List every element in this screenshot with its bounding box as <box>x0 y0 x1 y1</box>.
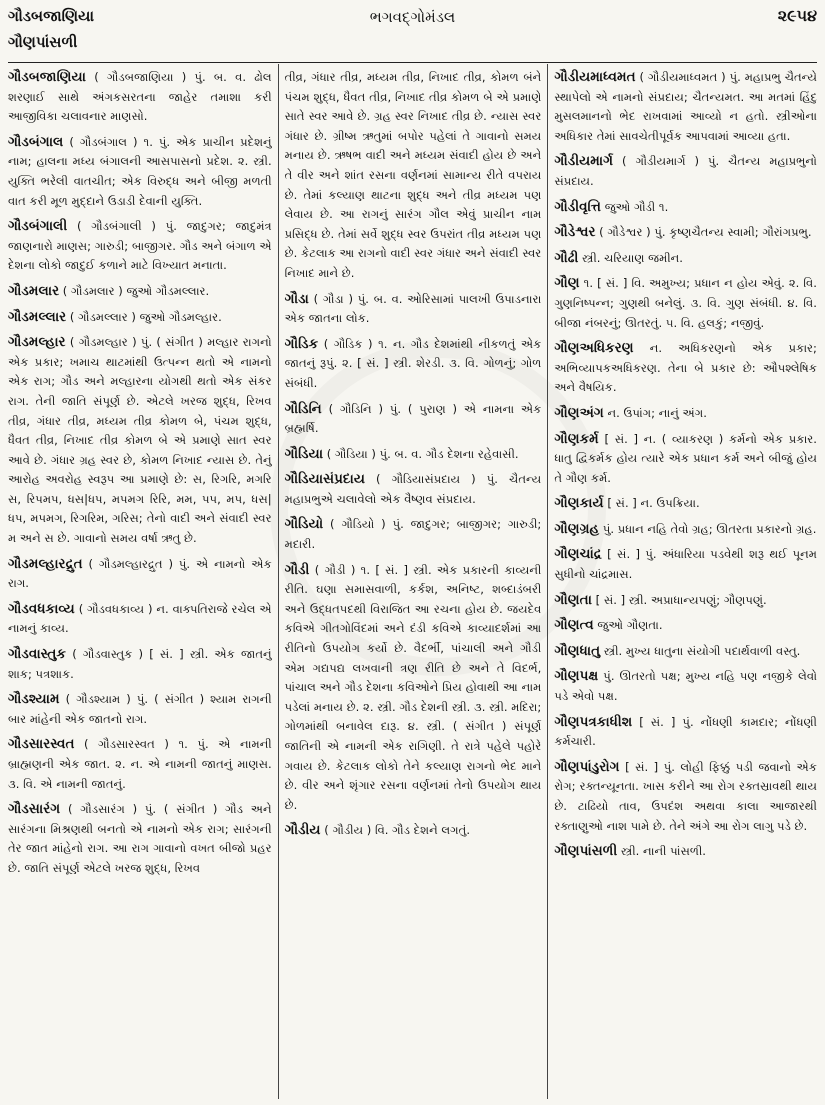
definition-text: ( ગૌડિનિ ) પું. ( પુરાણ ) એ નામના એક બ્રહ્મર્ષિ. <box>284 401 542 436</box>
definition-text: ( ગૌડસારંગ ) પું. ( સંગીત ) ગૌડ અને સારંગના મિશ્રણથી બનતો એ નામનો એક રાગ; સારંગની તેર જાત માંહેનો રાગ. આ રાગ ગાવાનો વખત બીજો પ્રહર છે. જાતિ સંપૂર્ણ એટલે ખરજ શુદ્ધ, રિખવ <box>8 802 272 875</box>
headword: ગૌણપક્ષ <box>554 668 599 685</box>
dictionary-entry <box>554 274 817 333</box>
headword: ગૌણપાંડુરોગ <box>554 758 620 775</box>
definition-text: જુઓ ગૌણતા. <box>593 618 663 633</box>
dictionary-entry <box>285 821 542 841</box>
definition-text: ( ગૌડીયમાર્ગ ) પું. ચૈતન્ય મહાપ્રભુનો સંપ્રદાય. <box>554 154 817 188</box>
column-2 <box>278 64 548 1099</box>
page-title: ભગવદ્ગોમંડલ <box>369 8 456 26</box>
headword: ગૌડિયો <box>284 516 324 533</box>
definition-text: ( ગૌડબંગાલી ) પું. જાદુગર; જાદુમંત્ર જાણનારો માણસ; ગારુડી; બાજીગર. ગૌડ અને બંગાળ એ દેશના લોકો જાદુઈ કળાને માટે વિખ્યાત મનાતા. <box>8 219 272 273</box>
headword: ગૌડા <box>284 290 309 307</box>
headword: ગૌડશ્યામ <box>8 691 60 708</box>
definition-text: ( ગૌડિયો ) પું. જાદુગર; બાજીગર; ગારુડી; મદારી. <box>284 517 542 552</box>
definition-text: ( ગૌડિયાસંપ્રદાય ) પું. ચૈતન્ય મહાપ્રભુએ ચલાવેલો એક વૈષ્ણવ સંપ્રદાય. <box>284 472 542 506</box>
definition-text: સ્ત્રી. ચરિયાણ જમીન. <box>578 250 683 265</box>
dictionary-entry <box>285 68 542 284</box>
headword: ગૌણગ્રહ <box>554 520 600 537</box>
headword: ગૌડી <box>284 561 310 578</box>
guide-word-top: ગૌડબજાણિયા <box>8 7 95 25</box>
headword: ગૌણકર્મ <box>554 430 599 447</box>
dictionary-entry <box>554 249 817 269</box>
headword: ગૌડિયા <box>284 445 324 462</box>
definition-text: [ સં. ] પું. નોંધણી કામદાર; નોંધણી કર્મચારી. <box>554 714 817 749</box>
definition-text: ( ગૌડવધકાવ્ય ) ન. વાક્પતિરાજે રચેલ એ નામનું કાવ્ય. <box>8 601 272 636</box>
definition-text: ( ગૌડબંગાલ ) ૧. પું. એક પ્રાચીન પ્રદેશનું નામ; હાલના મધ્ય બંગાલની આસપાસનો પ્રદેશ. ૨. સ્ત્રી. યુક્તિ ભરેલી વાતચીત; એક વિરુદ્ધ અને બીજી મળતી વાત કરી મૂળ મુદ્દાને ઉડાડી દેવાની યુક્તિ. <box>8 134 272 208</box>
column-3 <box>547 64 817 1099</box>
headword: ગૌડમલાર <box>8 282 60 299</box>
dictionary-entry <box>8 555 272 594</box>
dictionary-entry <box>8 133 272 211</box>
dictionary-entry <box>8 735 272 794</box>
definition-text: ( ગૌડી ) ૧. [ સં. ] સ્ત્રી. એક પ્રકારની કાવ્યની રીતિ. ઘણા સમાસવાળી, કર્કશ, અનિષ્ટ, શબ્દાડંબરી અને ઉદ્ધતપદથી વિરાજિત આ રચના હોય છે. જયદેવ કવિએ ગીતગોવિંદમાં અને દંડી કવિએ કાવ્યાદર્શમાં આ રીતિનો ઉપયોગ કર્યો છે. વૈદર્ભી, પાંચાલી અને ગૌડી એમ ગદ્યપદ્ય લખવાની ત્રણ રીતિ છે અને તે વિદર્ભ, પાંચાલ અને ગૌડ દેશના કવિઓને પ્રિય હોવાથી આ નામ પડેલાં મનાય છે. ૨. સ્ત્રી. ગૌડ દેશની સ્ત્રી. ૩. સ્ત્રી. મદિરા; ગોળમાંથી બનાવેલ દારૂ. ૪. સ્ત્રી. ( સંગીત ) સંપૂર્ણ જાતિની એ નામની એક રાગિણી. તે રાત્રે પહેલે પહોરે ગવાય છે. કેટલાક લોકો તેને કલ્યાણ રાગનો ભેદ માને છે. વીર અને શૃંગાર રસના વર્ણનમાં તેનો ઉપયોગ થાય છે. <box>284 562 542 812</box>
dictionary-entry <box>554 339 817 398</box>
definition-text: ( ગૌડવાસ્તુક ) [ સં. ] સ્ત્રી. એક જાતનું શાક; પત્રશાક. <box>8 647 272 681</box>
definition-text: [ સં. ] ન. ( વ્યાકરણ ) કર્મનો એક પ્રકાર. ધાતુ દ્વિકર્મક હોય ત્યારે એક પ્રધાન કર્મ અને બીજું હોય તે ગૌણ કર્મ. <box>554 431 817 485</box>
headword: ગૌડીયમાર્ગ <box>554 153 614 170</box>
dictionary-entry <box>8 217 272 276</box>
dictionary-entry <box>554 68 817 146</box>
definition-text: ( ગૌડમલ્હારદ્રુત ) પું. એ નામનો એક રાગ. <box>8 556 272 591</box>
headword: ગૌણપાંસળી <box>554 843 618 860</box>
dictionary-entry <box>285 335 542 394</box>
headword: ગૌણઅંગ <box>554 404 604 421</box>
definition-text: ( ગૌડીય ) વિ. ગૌડ દેશને લગતું. <box>320 823 471 838</box>
headword: ગૌઢી <box>554 249 579 266</box>
dictionary-entry <box>8 68 272 127</box>
definition-text: ( ગૌડમલ્હાર ) પું. ( સંગીત ) મલ્હાર રાગનો એક પ્રકાર; ખમાચ થાટમાંથી ઉત્પન્ન થતો એ નામનો એક રાગ; ગૌડ અને મલ્હારના યોગથી થતો એક સંકર રાગ. તેની જાતિ સંપૂર્ણ છે. એટલે ખરજ શુદ્ધ, રિખવ તીવ્ર, ગંધાર તીવ્ર, મધ્યમ તીવ્ર કોમળ બે, પંચમ શુદ્ધ, ધૈવત તીવ્ર, નિખાદ તીવ્ર કોમળ બે એ પ્રમાણે સાત સ્વર આવે છે. ગંધાર ગ્રહ સ્વર છે, કોમળ નિખાદ ન્યાસ છે. તેનું આરોહ અવરોહ સ્વરૂપ આ પ્રમાણે છે: સ, રિગરિ, મગરિ સ, રિપમપ, ધસ|ધપ, મપમગ રિરિ, મમ, પપ, મપ, ધસ|ધપ, મપમગ, રિગરિમ, ગરિસ; તેનો વાદી અને સંવાદી સ્વર મ અને સ છે. ગાવાનો સમય વર્ષા ઋતુ છે. <box>8 335 272 546</box>
definition-text: ( ગૌડબજાણિયા ) પું. બ. વ. ઢોલ શરણાઈ સાથે અંગકસરતના જાહેર તમાશા કરી આજીવિકા ચલાવનાર માણસો. <box>8 70 272 124</box>
definition-text: ( ગૌડમલ્લાર ) જુઓ ગૌડમલ્હાર. <box>66 309 222 324</box>
dictionary-entry <box>554 591 817 611</box>
headword: ગૌડવાસ્તુક <box>8 646 67 663</box>
dictionary-columns <box>8 64 817 1099</box>
dictionary-entry <box>554 545 817 584</box>
definition-text: ( ગૌડસારસ્વત ) ૧. પું. એ નામની બ્રાહ્મણની એક જાત. ૨. ન. એ નામની જાતનું માણસ. ૩. વિ. એ નામની જાતનું. <box>8 737 272 791</box>
dictionary-entry <box>554 713 817 752</box>
dictionary-entry <box>285 290 542 329</box>
definition-text: [ સં. ] ન. ઉપક્રિયા. <box>603 496 700 511</box>
dictionary-entry <box>8 800 272 878</box>
headword: ગૌડસારંગ <box>8 801 61 818</box>
dictionary-entry <box>8 645 272 684</box>
definition-text: ૧. [ સં. ] વિ. અમુખ્ય; પ્રધાન ન હોય એવું. ૨. વિ. ગુણનિષ્પન્ન; ગુણથી બનેલું. ૩. વિ. ગુણ સંબંધી. ૪. વિ. બીજા નંબરનું; ઊતરતું. ૫. વિ. હલકું; નજીવું. <box>554 276 817 330</box>
headword: ગૌણકાર્ય <box>554 495 604 512</box>
headword: ગૌણઅધિકરણ <box>554 340 634 357</box>
definition-text: પું. પ્રધાન નહિ તેવો ગ્રહ; ઊતરતા પ્રકારનો ગ્રહ. <box>599 521 817 536</box>
headword: ગૌણ <box>554 275 580 292</box>
definition-text: સ્ત્રી. નાની પાંસળી. <box>617 844 706 859</box>
definition-text: ( ગૌડીયમાધ્વમત ) પું. મહાપ્રભુ ચૈતન્યે સ્થાપેલો એ નામનો સંપ્રદાય; ચૈતન્યમત. આ મતમાં હિંદુ મુસલમાનનો ભેદ રાખવામાં આવ્યો ન હતો. સ્ત્રીઓના અધિકાર તેમાં સાવચેતીપૂર્વક આપવામાં આવ્યા હતા. <box>554 70 817 143</box>
headword: ગૌડમલ્હાર <box>8 334 66 351</box>
headword: ગૌડિયાસંપ્રદાય <box>284 471 365 488</box>
headword: ગૌડીયમાધ્વમત <box>554 69 636 85</box>
definition-text: સ્ત્રી. મુખ્ય ધાતુના સંયોગી પદાર્થવાળી વસ્તુ. <box>600 643 801 658</box>
dictionary-entry <box>554 223 817 243</box>
dictionary-entry <box>285 400 542 439</box>
dictionary-entry <box>554 494 817 514</box>
definition-text: [ સં. ] પું. અંધારિયા પડવેથી શરૂ થઈ પૂનમ સુધીનો ચાંદ્રમાસ. <box>554 547 817 582</box>
headword: ગૌડીવૃત્તિ <box>554 198 602 215</box>
headword: ગૌડબંગાલ <box>8 133 64 150</box>
headword: ગૌડીય <box>284 822 321 839</box>
headword: ગૌણધાતુ <box>554 642 601 659</box>
definition-text: ન. અધિકરણનો એક પ્રકાર; અભિવ્યાપકઅધિકરણ. તેના બે પ્રકાર છે: ઔપશ્લેષિક અને વૈષયિક. <box>554 341 817 395</box>
dictionary-entry <box>554 152 817 191</box>
dictionary-entry <box>554 667 817 706</box>
dictionary-entry <box>554 520 817 540</box>
headword: ગૌણતા <box>554 591 592 608</box>
dictionary-entry <box>8 690 272 729</box>
dictionary-entry <box>554 404 817 424</box>
headword: ગૌડબંગાલી <box>8 218 68 235</box>
headword: ગૌણપત્રકાધીશ <box>554 713 633 730</box>
definition-text: ( ગૌડશ્યામ ) પું. ( સંગીત ) શ્યામ રાગની બાર માંહેની એક જાતનો રાગ. <box>8 692 272 726</box>
definition-text: [ સં. ] પું. લોહી ફિક્કું પડી જવાનો એક રોગ; રક્તન્યૂનતા. ખાસ કરીને આ રોગ રક્તસ્રાવથી થાય છે. ટાઢિયો તાવ, ઉપદંશ અથવા કાલા આજારથી રક્તાણુઓ નાશ પામે છે. તેને અંગે આ રોગ લાગુ પડે છે. <box>554 759 817 833</box>
headword: ગૌડવધકાવ્ય <box>8 600 75 617</box>
definition-text: ( ગૌડમલાર ) જુઓ ગૌડમલ્લાર. <box>59 283 210 298</box>
headword: ગૌડિક <box>284 335 319 352</box>
headword: ગૌડેશ્વર <box>554 224 596 241</box>
dictionary-entry <box>285 470 542 509</box>
headword: ગૌણચાંદ્ર <box>554 546 602 563</box>
definition-text: ( ગૌડિયા ) પું. બ. વ. ગૌડ દેશના રહેવાસી. <box>323 446 519 461</box>
definition-text: ( ગૌડિક ) ૧. ન. ગૌડ દેશમાંથી નીકળતું એક જાતનું રૂપું. ૨. [ સં. ] સ્ત્રી. શેરડી. ૩. વિ. ગોળનું; ગોળ સંબંધી. <box>284 336 542 390</box>
headword: ગૌડસારસ્વત <box>8 736 75 753</box>
definition-text: જુઓ ગૌડી ૧. <box>601 199 669 214</box>
headword: ગૌડબજાણિયા <box>8 69 86 85</box>
definition-text: તીવ્ર, ગંધાર તીવ્ર, મધ્યમ તીવ્ર, નિખાદ તીવ્ર, કોમળ બંને પંચમ શુદ્ધ, ધૈવત તીવ્ર, નિખાદ તીવ્ર કોમળ બે એ પ્રમાણે સાતે સ્વર આવે છે. ગ્રહ સ્વર નિખાદ તીવ્ર છે. ન્યાસ સ્વર ગંધાર છે. ગ્રીષ્મ ઋતુમાં બપોર પહેલાં તે ગાવાનો સમય મનાય છે. ઋષભ વાદી અને મધ્યમ સંવાદી હોય છે અને તે વીર અને શાંત રસના વર્ણનમાં સામાન્ય રીતે વપરાય છે. તેમાં કલ્યાણ થાટના શુદ્ધ અને તીવ્ર મધ્યમ પણ લેવાય છે. આ રાગનું સારંગ ગૌલ એવું પ્રાચીન નામ પ્રસિદ્ધ છે. તેમાં સર્વે શુદ્ધ સ્વર ઉપરાંત તીવ્ર મધ્યમ પણ છે. કેટલાક આ રાગનો વાદી સ્વર ગંધાર અને સંવાદી સ્વર નિખાદ માને છે. <box>284 70 542 280</box>
page-header <box>8 4 817 63</box>
dictionary-entry <box>554 198 817 218</box>
page-number: ૨૯૫૪ <box>777 6 817 25</box>
definition-text: ( ગૌડેશ્વર ) પું. કૃષ્ણચૈતન્ય સ્વામી; ગૌરાંગપ્રભુ. <box>595 225 812 240</box>
dictionary-entry <box>554 758 817 836</box>
headword: ગૌડિનિ <box>284 400 322 417</box>
dictionary-entry <box>285 445 542 465</box>
dictionary-entry <box>8 333 272 549</box>
dictionary-entry <box>8 282 272 302</box>
headword: ગૌડમલ્હારદ્રુત <box>8 555 83 572</box>
headword: ગૌણત્વ <box>554 617 594 634</box>
dictionary-entry <box>285 561 542 816</box>
dictionary-entry <box>554 616 817 636</box>
dictionary-entry <box>554 430 817 489</box>
headword: ગૌડમલ્લાર <box>8 308 67 325</box>
dictionary-entry <box>285 515 542 554</box>
column-1 <box>8 64 278 1099</box>
definition-text: [ સં. ] સ્ત્રી. અપ્રાધાન્યપણું; ગૌણપણું. <box>591 592 767 607</box>
definition-text: ન. ઉપાંગ; નાનું અંગ. <box>603 405 707 420</box>
dictionary-entry <box>554 642 817 662</box>
dictionary-entry <box>554 842 817 862</box>
guide-word-bottom: ગૌણપાંસળી <box>8 33 78 51</box>
definition-text: ( ગૌડા ) પું. બ. વ. ઓરિસામાં પાલખી ઉપાડનારા એક જાતના લોક. <box>284 291 542 326</box>
definition-text: પું. ઊતરતો પક્ષ; મુખ્ય નહિ પણ નજીકે લેવો પડે એવો પક્ષ. <box>554 669 817 704</box>
dictionary-entry <box>8 308 272 328</box>
dictionary-entry <box>8 600 272 639</box>
